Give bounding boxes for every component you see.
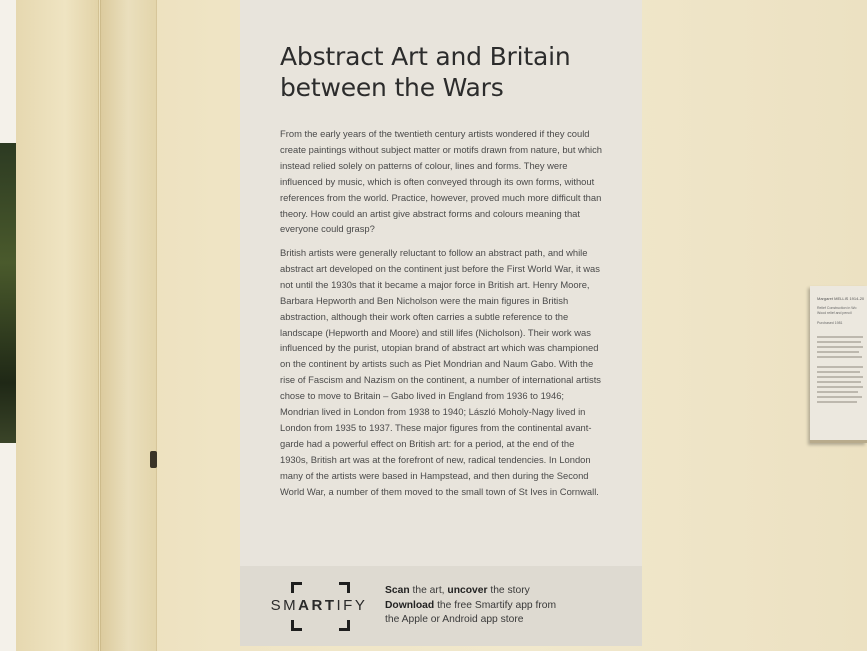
label-artist: Margaret MELLIS 1914-20 (817, 296, 865, 301)
panel-paragraph-2: British artists were generally reluctant to follow an abstract path, and while abstract art developed on the continent just before the First World War, it was not until the 1930s that it became a major force in British art. Henry Moore, Barbara Hepworth and Ben Nicholson were the main figures in British abstraction, although their work often carries a subtle reference to the landscape (Hepworth and Moore) and still lifes (Nicholson). Their work was influenced by the purist, utopian brand of abstract art which was championed on the continent by artists such as Piet Mondrian and Naum Gabo. With the rise of Fascism and Nazism on the continent, a number of international artists chose to move to Britain – Gabo lived in England from 1936 to 1946; Mondrian lived in London from 1938 to 1940; László Moholy-Nagy lived in London from 1935 to 1937. These major figures from the continental avant-garde had a powerful effect on British art: for a period, at the end of the 1930s, British art was at the forefront of new, radical tendencies. In London many of the artists were based in Hampstead, and then during the Second World War, a number of them moved to the small town of St Ives in Cornwall. (280, 247, 601, 497)
panel-title-line2: between the Wars (280, 73, 504, 102)
smartify-strip (240, 566, 642, 646)
door-hinge (150, 451, 157, 468)
panel-title-line1: Abstract Art and Britain (280, 42, 571, 71)
panel-title (280, 41, 620, 103)
painting-edge (0, 143, 17, 443)
smartify-line-3: the Apple or Android app store (385, 614, 524, 625)
smartify-logo (259, 582, 379, 630)
smartify-line-2: Download the free Smartify app from (385, 599, 557, 611)
door-frame (16, 0, 99, 651)
logo-corner-icon (291, 620, 302, 631)
label-title: Relief Construction in Wo Wood relief and pencil Purchased 1981 (817, 306, 857, 325)
wall-text-panel (240, 0, 642, 566)
door-frame-inner (100, 0, 157, 651)
logo-corner-icon (339, 620, 350, 631)
smartify-instructions (385, 584, 615, 628)
smartify-line-1: Scan the art, uncover the story (385, 585, 530, 596)
logo-wordmark: SMARTIFY (270, 597, 368, 614)
logo-corner-icon (291, 582, 302, 593)
artwork-label-card (810, 286, 867, 443)
logo-corner-icon (339, 582, 350, 593)
panel-paragraph-1: From the early years of the twentieth century artists wondered if they could create paintings without subject matter or motifs drawn from nature, but which instead relied solely on patterns of colour, lines and forms. They were influenced by music, which is often conveyed through its own forms, without references from the world. Practice, however, proved much more difficult than theory. How could an artist give abstract forms and colours meaning that everyone could grasp? (280, 128, 603, 235)
